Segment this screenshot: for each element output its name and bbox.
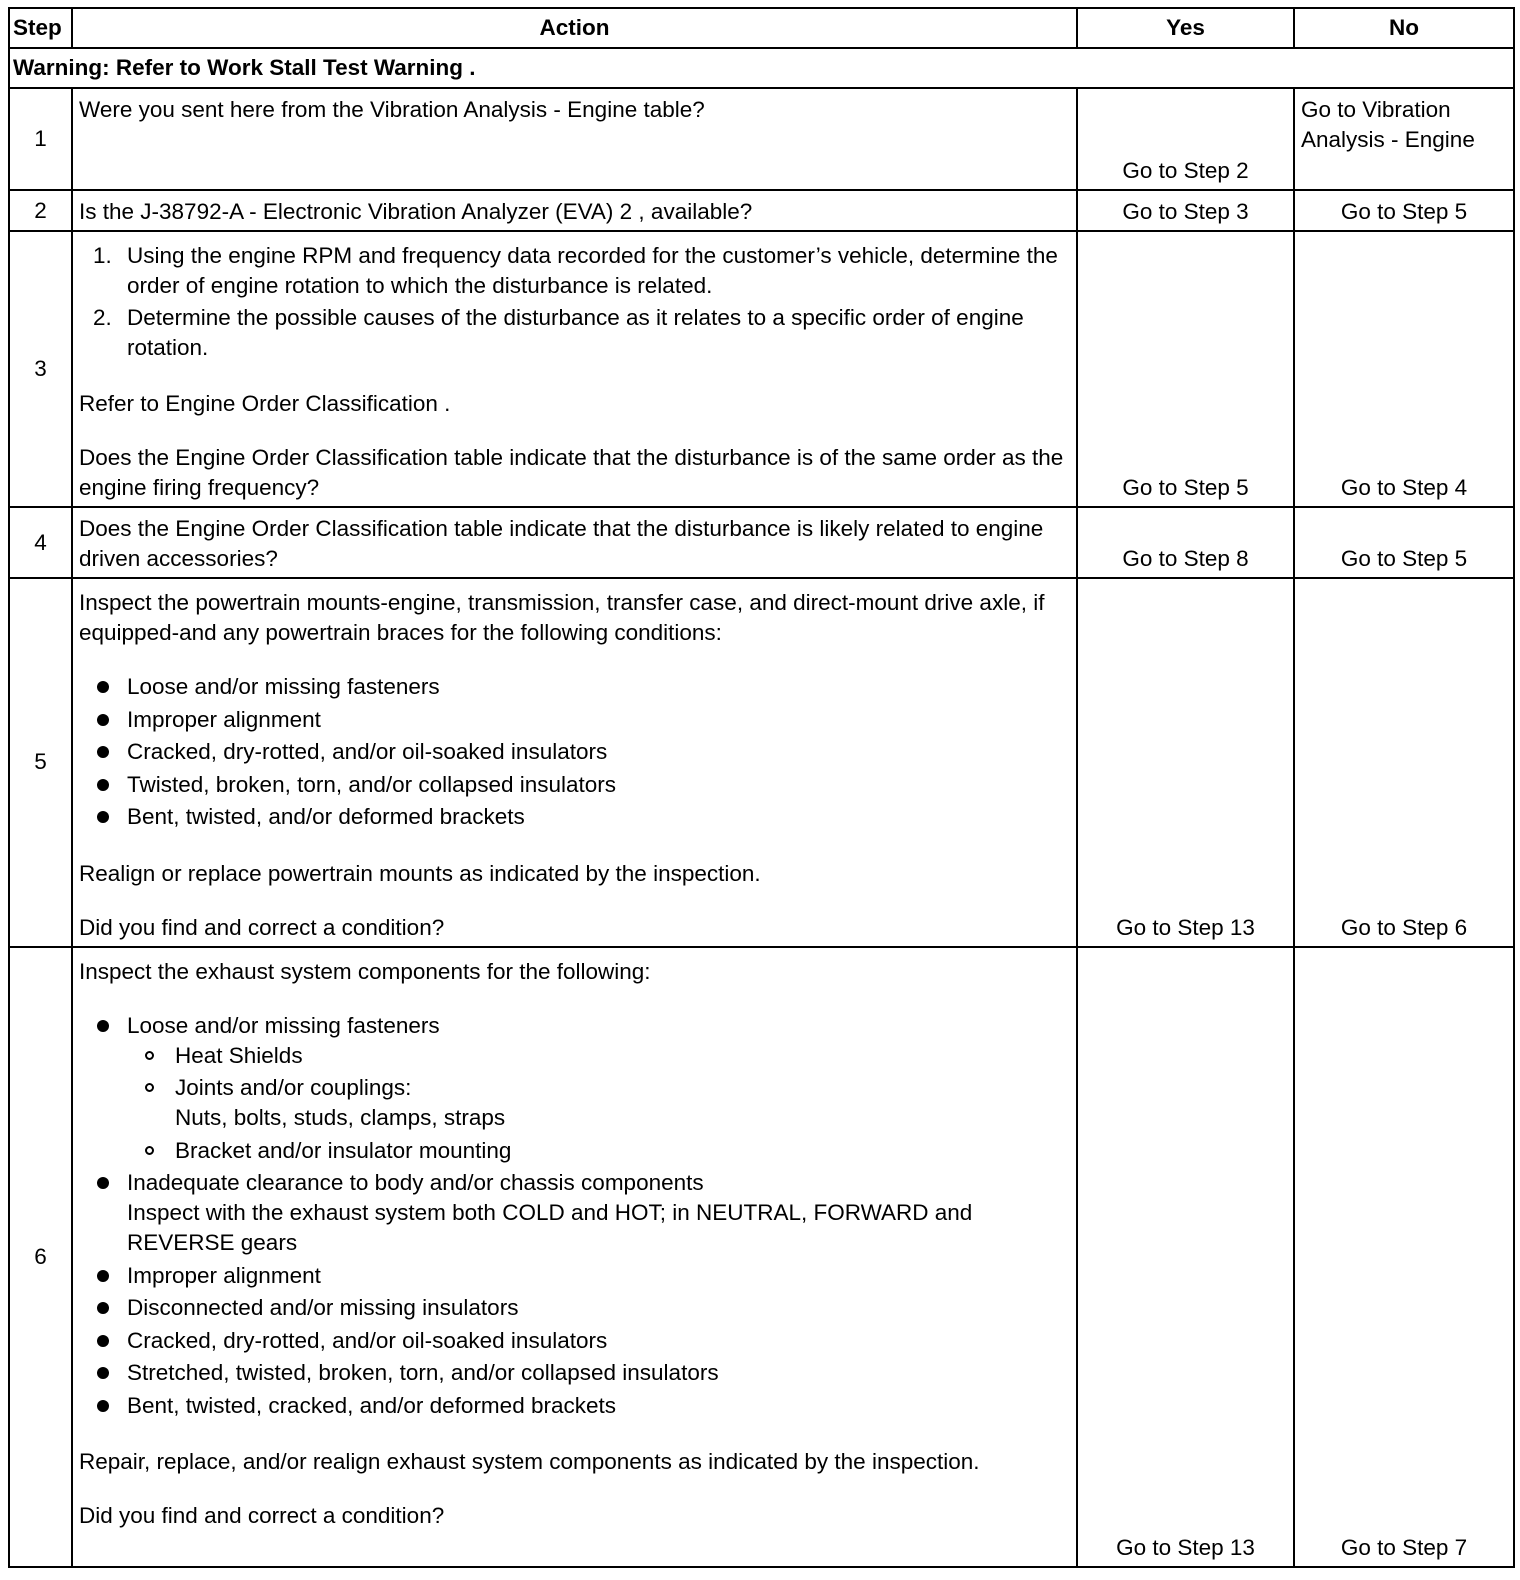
table-row [9,578,1514,947]
header-action: Action [72,8,1077,48]
table-row [9,231,1514,507]
step-number: 6 [9,947,72,1567]
list-item: 2. Determine the possible causes of the disturbance as it relates to a specific order of engine rotation. [93,305,1024,360]
action-cell [72,947,1077,1567]
action-cell [72,507,1077,578]
yes-cell: Go to Step 2 [1077,88,1294,190]
question-text: Were you sent here from the Vibration Analysis - Engine table? [79,97,705,122]
clearance-note: Inspect with the exhaust system both COLD and HOT; in NEUTRAL, FORWARD and REVERSE gears [127,1200,973,1255]
no-cell: Go to Vibration Analysis - Engine [1294,88,1514,190]
list-item: Loose and/or missing fasteners [79,672,1066,702]
warning-text: Warning: Refer to Work Stall Test Warning . [9,48,1514,88]
step-number: 5 [9,578,72,947]
no-cell: Go to Step 6 [1294,578,1514,947]
question-text: Does the Engine Order Classification table indicate that the disturbance is likely related to engine driven accessories? [79,516,1044,571]
no-cell: Go to Step 7 [1294,947,1514,1567]
diagnostic-table [8,7,1515,1568]
header-yes: Yes [1077,8,1294,48]
no-cell: Go to Step 5 [1294,507,1514,578]
no-cell: Go to Step 4 [1294,231,1514,507]
sub-list-item: Joints and/or couplings: Nuts, bolts, studs, clamps, straps [127,1073,1066,1133]
table-row [9,190,1514,231]
yes-cell: Go to Step 5 [1077,231,1294,507]
header-step: Step [9,8,72,48]
sub-list-item: Heat Shields [127,1041,1066,1071]
yes-cell: Go to Step 3 [1077,190,1294,231]
yes-cell: Go to Step 8 [1077,507,1294,578]
intro-text: Inspect the powertrain mounts-engine, transmission, transfer case, and direct-mount drive axle, if equipped-and any powertrain braces for the following conditions: [79,590,1045,645]
list-item: Disconnected and/or missing insulators [79,1293,1066,1323]
list-item: Improper alignment [79,1261,1066,1291]
instruction-text: Repair, replace, and/or realign exhaust system components as indicated by the inspection. [79,1449,980,1474]
step-number: 3 [9,231,72,507]
numbered-list [79,241,1066,363]
instruction-text: Realign or replace powertrain mounts as indicated by the inspection. [79,860,761,886]
yes-cell: Go to Step 13 [1077,578,1294,947]
step-number: 2 [9,190,72,231]
list-item: Bent, twisted, and/or deformed brackets [79,802,1066,832]
diagnostic-table-page [8,7,1515,1568]
sub-list-item: Bracket and/or insulator mounting [127,1136,1066,1166]
question-text: Did you find and correct a condition? [79,1503,445,1528]
action-cell [72,88,1077,190]
action-cell [72,190,1077,231]
table-row [9,88,1514,190]
table-row [9,947,1514,1567]
step-number: 4 [9,507,72,578]
sub-bullet-list [127,1041,1066,1166]
intro-text: Inspect the exhaust system components for the following: [79,958,651,984]
question-text: Is the J-38792-A - Electronic Vibration Analyzer (EVA) 2 , available? [79,199,753,224]
header-no: No [1294,8,1514,48]
list-item: Bent, twisted, cracked, and/or deformed brackets [79,1391,1066,1421]
step-number: 1 [9,88,72,190]
action-cell [72,231,1077,507]
bullet-list [79,672,1066,832]
question-text: Did you find and correct a condition? [79,914,445,940]
action-cell [72,578,1077,947]
table-header-row [9,8,1514,48]
list-item: 1. Using the engine RPM and frequency data recorded for the customer’s vehicle, determine the order of engine rotation to which the disturbance is related. [93,243,1058,298]
list-item: Inadequate clearance to body and/or chassis components Inspect with the exhaust system both COLD and HOT; in NEUTRAL, FORWARD and REVERSE gears [79,1168,1066,1258]
yes-cell: Go to Step 13 [1077,947,1294,1567]
warning-row [9,48,1514,88]
list-item: Cracked, dry-rotted, and/or oil-soaked insulators [79,737,1066,767]
table-row [9,507,1514,578]
list-item: Improper alignment [79,705,1066,735]
list-item: Stretched, twisted, broken, torn, and/or collapsed insulators [79,1358,1066,1388]
list-item: Cracked, dry-rotted, and/or oil-soaked insulators [79,1326,1066,1356]
no-cell: Go to Step 5 [1294,190,1514,231]
bullet-list [79,1011,1066,1421]
question-text: Does the Engine Order Classification table indicate that the disturbance is of the same order as the engine firing frequency? [79,445,1064,500]
refer-text: Refer to Engine Order Classification . [79,391,451,416]
list-item: Twisted, broken, torn, and/or collapsed insulators [79,770,1066,800]
list-item: Loose and/or missing fasteners Heat Shields Joints and/or couplings: Nuts, bolts, studs, clamps, straps Bracket and/or insulator mounting [79,1011,1066,1166]
